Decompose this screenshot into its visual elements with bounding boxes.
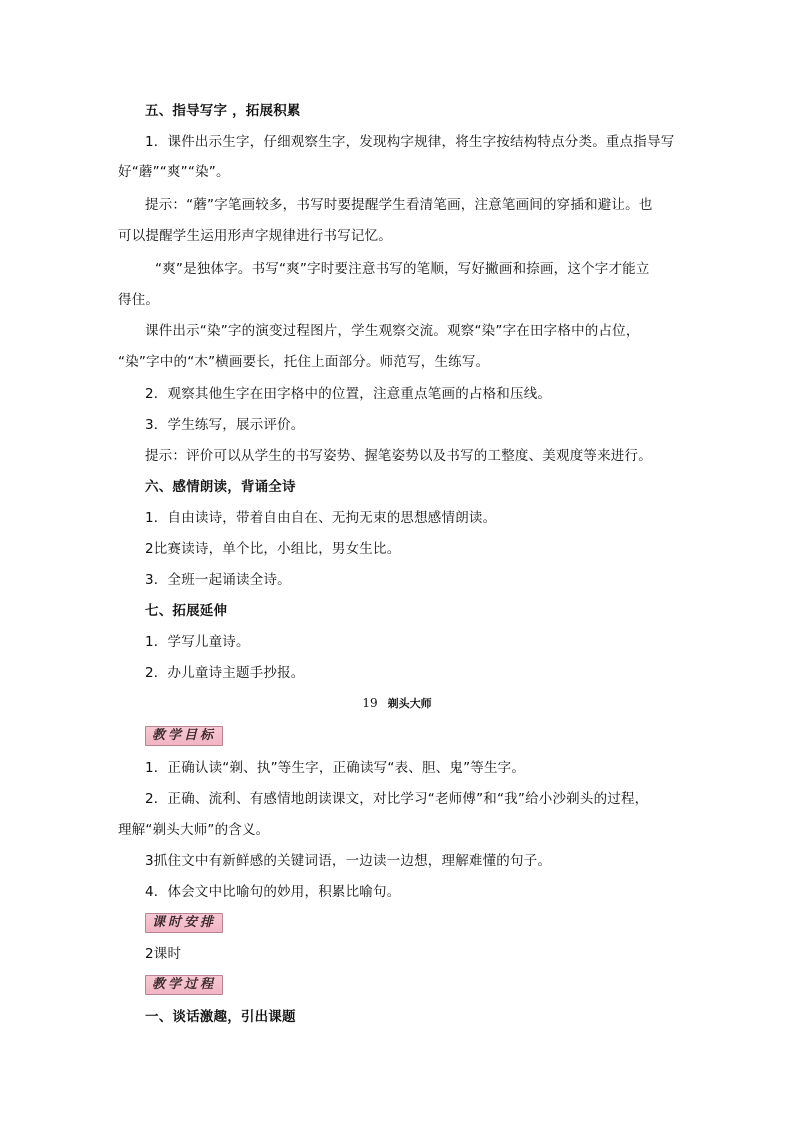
badge-class-schedule: 课时安排 — [145, 913, 223, 933]
goal-line: 理解“剃头大师”的含义。 — [118, 822, 270, 838]
paragraph-line: 课件出示“染”字的演变过程图片，学生观察交流。观察“染”字在田字格中的占位， — [145, 323, 640, 339]
lesson-name: 剃头大师 — [387, 697, 432, 710]
badge-teaching-goals: 教学目标 — [145, 726, 223, 746]
paragraph-line: 2比赛读诗，单个比，小组比，男女生比。 — [145, 541, 401, 557]
section-heading-5: 五、指导写字 ，拓展积累 — [145, 103, 301, 119]
process-heading-1: 一、谈话激趣，引出课题 — [145, 1009, 296, 1025]
section-heading-7: 七、拓展延伸 — [145, 603, 228, 619]
goal-line: 3抓住文中有新鲜感的关键词语，一边读一边想，理解难懂的句子。 — [145, 853, 552, 869]
schedule-text: 2课时 — [145, 946, 182, 962]
paragraph-line: 1．课件出示生字，仔细观察生字，发现构字规律，将生字按结构特点分类。重点指导写 — [145, 134, 675, 150]
lesson-number: 19 — [362, 696, 378, 710]
paragraph-line: 3．全班一起诵读全诗。 — [145, 572, 291, 588]
paragraph-line: 1．学写儿童诗。 — [145, 634, 250, 650]
lesson-title — [0, 693, 794, 714]
paragraph-line: 2．观察其他生字在田字格中的位置，注意重点笔画的占格和压线。 — [145, 386, 552, 402]
goal-line: 1．正确认读“剃、执”等生字，正确读写“表、胆、鬼”等生字。 — [145, 760, 526, 776]
goal-line: 4．体会文中比喻句的妙用，积累比喻句。 — [145, 884, 401, 900]
badge-teaching-process: 教学过程 — [145, 975, 223, 995]
paragraph-line: 3．学生练写，展示评价。 — [145, 417, 305, 433]
goal-line: 2．正确、流利、有感情地朗读课文，对比学习“老师傅”和“我”给小沙剃头的过程， — [145, 791, 649, 807]
paragraph-line: 可以提醒学生运用形声字规律进行书写记忆。 — [118, 228, 392, 244]
paragraph-line: 2．办儿童诗主题手抄报。 — [145, 665, 305, 681]
paragraph-line: “爽”是独体字。书写“爽”字时要注意书写的笔顺，写好撇画和捺画，这个字才能立 — [155, 261, 650, 277]
paragraph-line: 提示：“蘑”字笔画较多，书写时要提醒学生看清笔画，注意笔画间的穿插和避让。也 — [145, 197, 653, 213]
paragraph-line: “染”字中的“木”横画要长，托住上面部分。师范写，生练写。 — [118, 354, 490, 370]
paragraph-line: 得住。 — [118, 292, 160, 308]
paragraph-line: 提示：评价可以从学生的书写姿势、握笔姿势以及书写的工整度、美观度等来进行。 — [145, 448, 652, 464]
paragraph-line: 1．自由读诗，带着自由自在、无拘无束的思想感情朗读。 — [145, 510, 497, 526]
section-heading-6: 六、感情朗读，背诵全诗 — [145, 479, 296, 495]
paragraph-line: 好“蘑”“爽”“染”。 — [118, 164, 230, 180]
